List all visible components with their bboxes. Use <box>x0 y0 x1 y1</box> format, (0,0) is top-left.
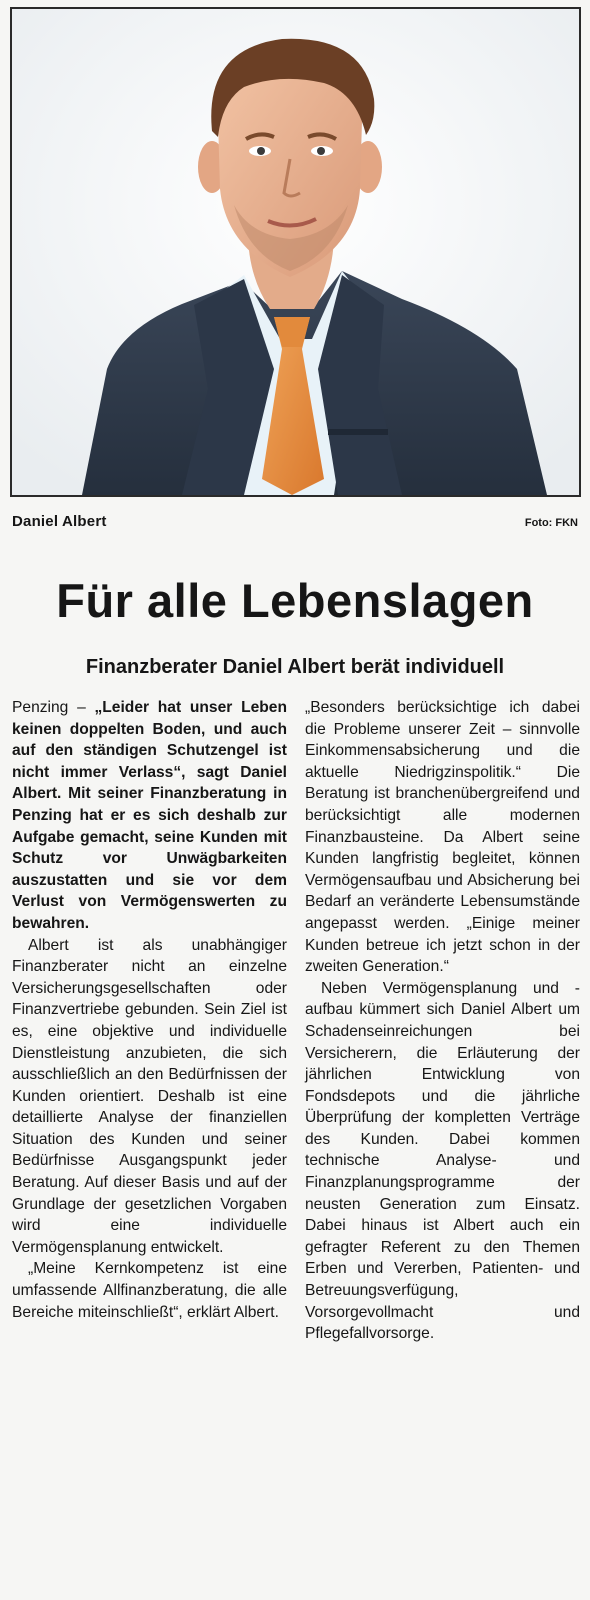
photo-caption <box>12 513 578 530</box>
photo-credit: Foto: FKN <box>524 517 578 529</box>
article-body <box>12 697 580 1345</box>
column-left <box>12 697 287 1345</box>
paragraph: „Meine Kernkompetenz ist eine umfassende Allfinanzberatung, die alle Bereiche miteinschließt“, erklärt Albert. <box>12 1260 287 1321</box>
paragraph: Albert ist als unabhängiger Finanzberater nicht an einzelne Versicherungsgesellschaften oder Finanzvertriebe gebunden. Sein Ziel ist es, eine objektive und individuelle Dienstleistung anzubieten, die sich ausschließlich an den Bedürfnissen der Kunden orientiert. Deshalb ist eine detaillierte Analyse der finanziellen Situation des Kunden und seiner Bedürfnisse Ausgangspunkt jeder Beratung. Auf dieser Basis und auf der Grundlage der gesetzlichen Vorgaben wird eine individuelle Vermögensplanung entwickelt. <box>12 936 287 1256</box>
headline: Für alle Lebenslagen <box>56 574 534 627</box>
paragraph: „Besonders berücksichtige ich dabei die Probleme unserer Zeit – sinnvolle Einkommensabsicherung und die aktuelle Niedrigzinspolitik.“ Die Beratung ist branchenübergreifend und berücksichtigt alle modernen Finanzbausteine. Da Albert seine Kunden langfristig begleitet, können Vermögensaufbau und Absicherung bei Bedarf an veränderte Lebensumstände angepasst werden. „Einige meiner Kunden betreue ich jetzt schon in der zweiten Generation.“ <box>305 699 580 976</box>
caption-name: Daniel Albert <box>12 513 107 530</box>
subheadline: Finanzberater Daniel Albert berät individuell <box>85 656 505 678</box>
lead-paragraph <box>12 697 287 935</box>
dateline: Penzing – <box>12 699 95 716</box>
lead-text: „Leider hat unser Leben keinen doppelten Boden, und auch auf den ständigen Schutzengel ist nicht immer Verlass“, sagt Daniel Albert. Mit seiner Finanzberatung in Penzing hat er es sich deshalb zur Aufgabe gemacht, seine Kunden mit Schutz vor Unwägbarkeiten auszustatten und sie vor dem Verlust von Vermögenswerten zu bewahren. <box>12 699 287 932</box>
portrait-photo <box>10 7 581 497</box>
portrait-illustration <box>12 9 579 495</box>
column-right <box>305 697 580 1345</box>
paragraph: Neben Vermögensplanung und -aufbau kümmert sich Daniel Albert um Schadenseinreichungen bei Versicherern, die Erläuterung der jährlichen Entwicklung von Fondsdepots und die jährliche Überprüfung der kompletten Verträge des Kunden. Dabei kommen technische Analyse- und Finanzplanungsprogramme der neusten Generation zum Einsatz. Dabei hinaus ist Albert auch ein gefragter Referent zu den Themen Erben und Vererben, Patienten- und Betreuungsverfügung, Vorsorgevollmacht und Pflegefallvorsorge. <box>305 979 580 1343</box>
